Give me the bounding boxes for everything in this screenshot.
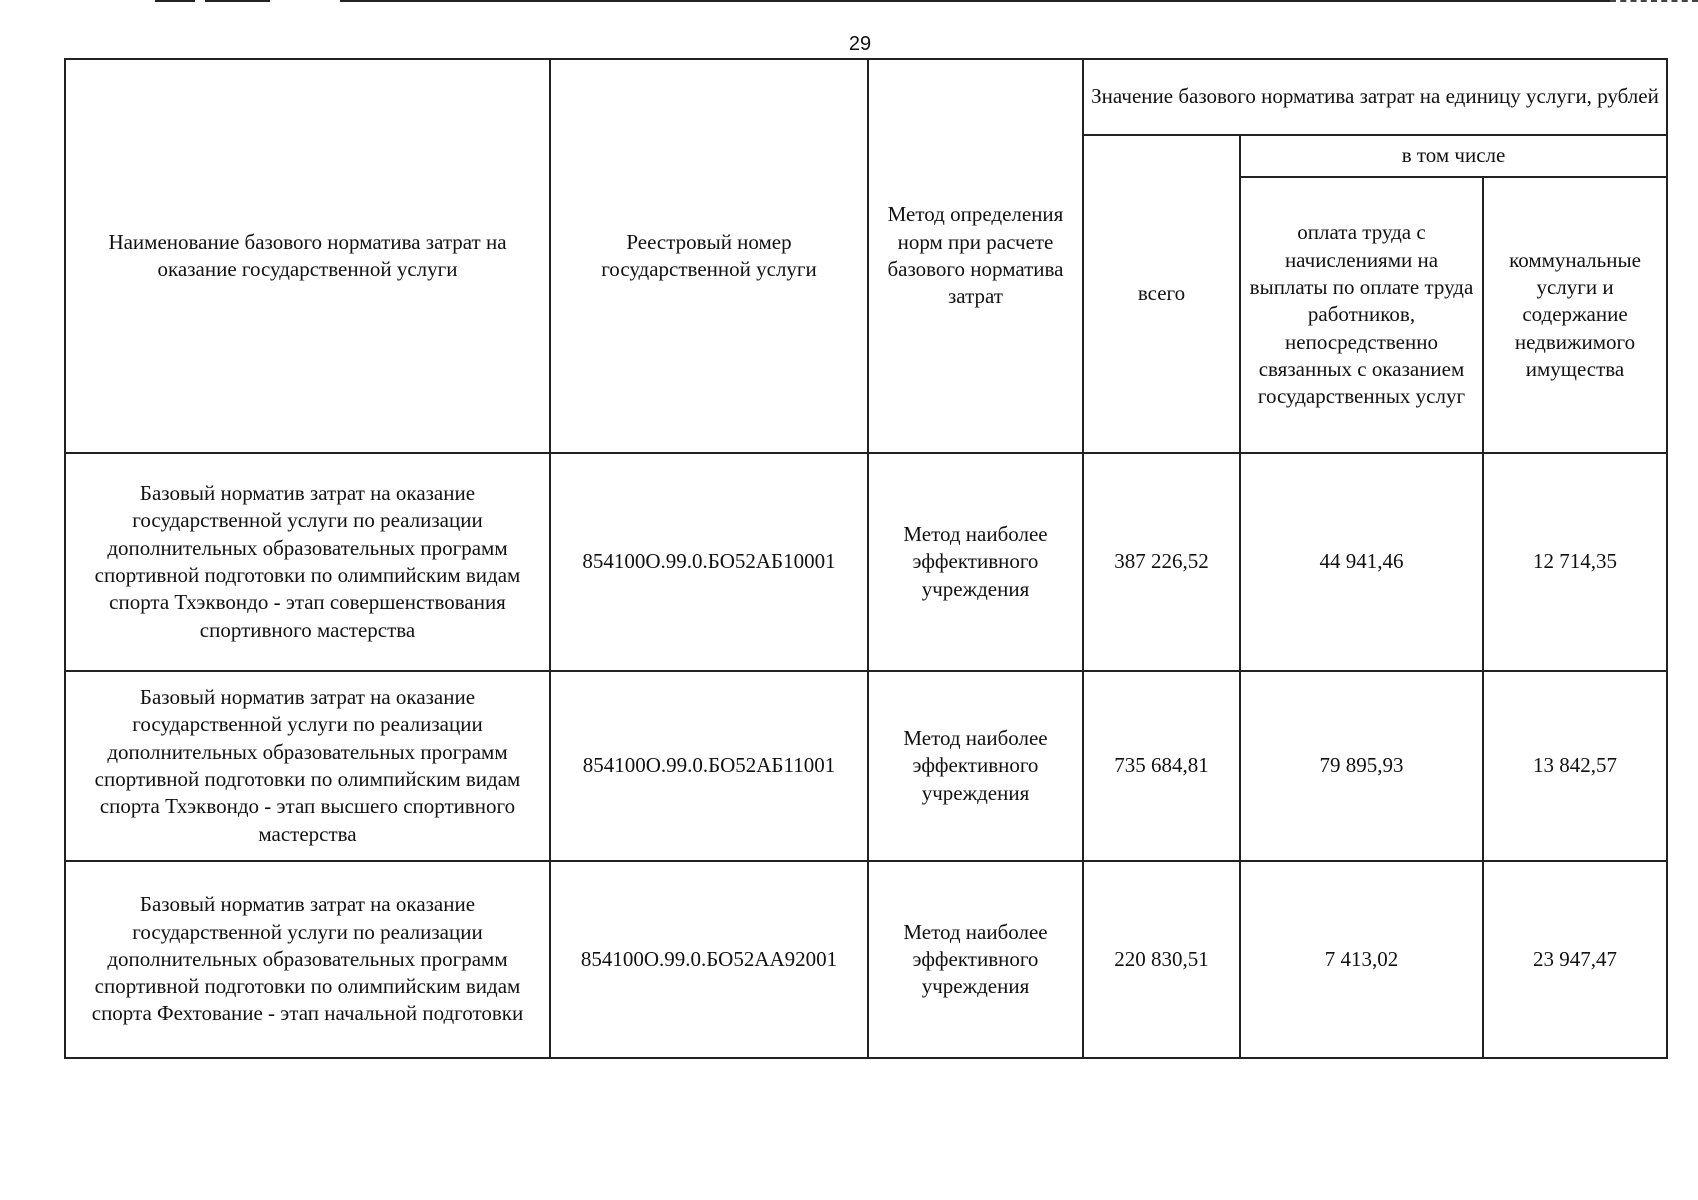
top-rule-segment	[340, 0, 1610, 2]
cell-name: Базовый норматив затрат на оказание государственной услуги по реализации дополнительных образовательных программ спортивной подготовки по олимпийским видам спорта Тхэквондо - этап совершенствования спортивного мастерства	[65, 453, 550, 671]
cell-method: Метод наиболее эффективного учреждения	[868, 861, 1083, 1058]
header-utilities: коммунальные услуги и содержание недвижимого имущества	[1483, 177, 1667, 453]
cell-name: Базовый норматив затрат на оказание государственной услуги по реализации дополнительных образовательных программ спортивной подготовки по олимпийским видам спорта Тхэквондо - этап высшего спортивного мастерства	[65, 671, 550, 861]
header-name: Наименование базового норматива затрат на оказание государственной услуги	[65, 59, 550, 453]
cell-labor: 7 413,02	[1240, 861, 1483, 1058]
top-rule-dashed	[1610, 0, 1698, 2]
cell-method: Метод наиболее эффективного учреждения	[868, 453, 1083, 671]
cell-name: Базовый норматив затрат на оказание государственной услуги по реализации дополнительных образовательных программ спортивной подготовки по олимпийским видам спорта Фехтование - этап начальной подготовки	[65, 861, 550, 1058]
cell-utilities: 13 842,57	[1483, 671, 1667, 861]
cell-registry-number: 854100О.99.0.БО52АА92001	[550, 861, 868, 1058]
header-labor: оплата труда с начислениями на выплаты по оплате труда работников, непосредственно связанных с оказанием государственных услуг	[1240, 177, 1483, 453]
page-number: 29	[848, 33, 872, 55]
cell-utilities: 12 714,35	[1483, 453, 1667, 671]
cell-labor: 79 895,93	[1240, 671, 1483, 861]
norms-table	[64, 58, 1668, 1059]
cell-registry-number: 854100О.99.0.БО52АБ11001	[550, 671, 868, 861]
table-row	[65, 453, 1667, 671]
cell-method: Метод наиболее эффективного учреждения	[868, 671, 1083, 861]
header-total: всего	[1083, 135, 1240, 453]
top-rule-segment	[205, 0, 270, 2]
cell-total: 387 226,52	[1083, 453, 1240, 671]
header-method: Метод определения норм при расчете базового норматива затрат	[868, 59, 1083, 453]
cell-total: 220 830,51	[1083, 861, 1240, 1058]
table-row	[65, 671, 1667, 861]
header-registry-number: Реестровый номер государственной услуги	[550, 59, 868, 453]
header-value-group: Значение базового норматива затрат на единицу услуги, рублей	[1083, 59, 1667, 135]
cell-labor: 44 941,46	[1240, 453, 1483, 671]
header-including: в том числе	[1240, 135, 1667, 177]
table-row	[65, 861, 1667, 1058]
header-row	[65, 59, 1667, 135]
top-rule-segment	[155, 0, 195, 2]
cell-utilities: 23 947,47	[1483, 861, 1667, 1058]
cell-total: 735 684,81	[1083, 671, 1240, 861]
cell-registry-number: 854100О.99.0.БО52АБ10001	[550, 453, 868, 671]
